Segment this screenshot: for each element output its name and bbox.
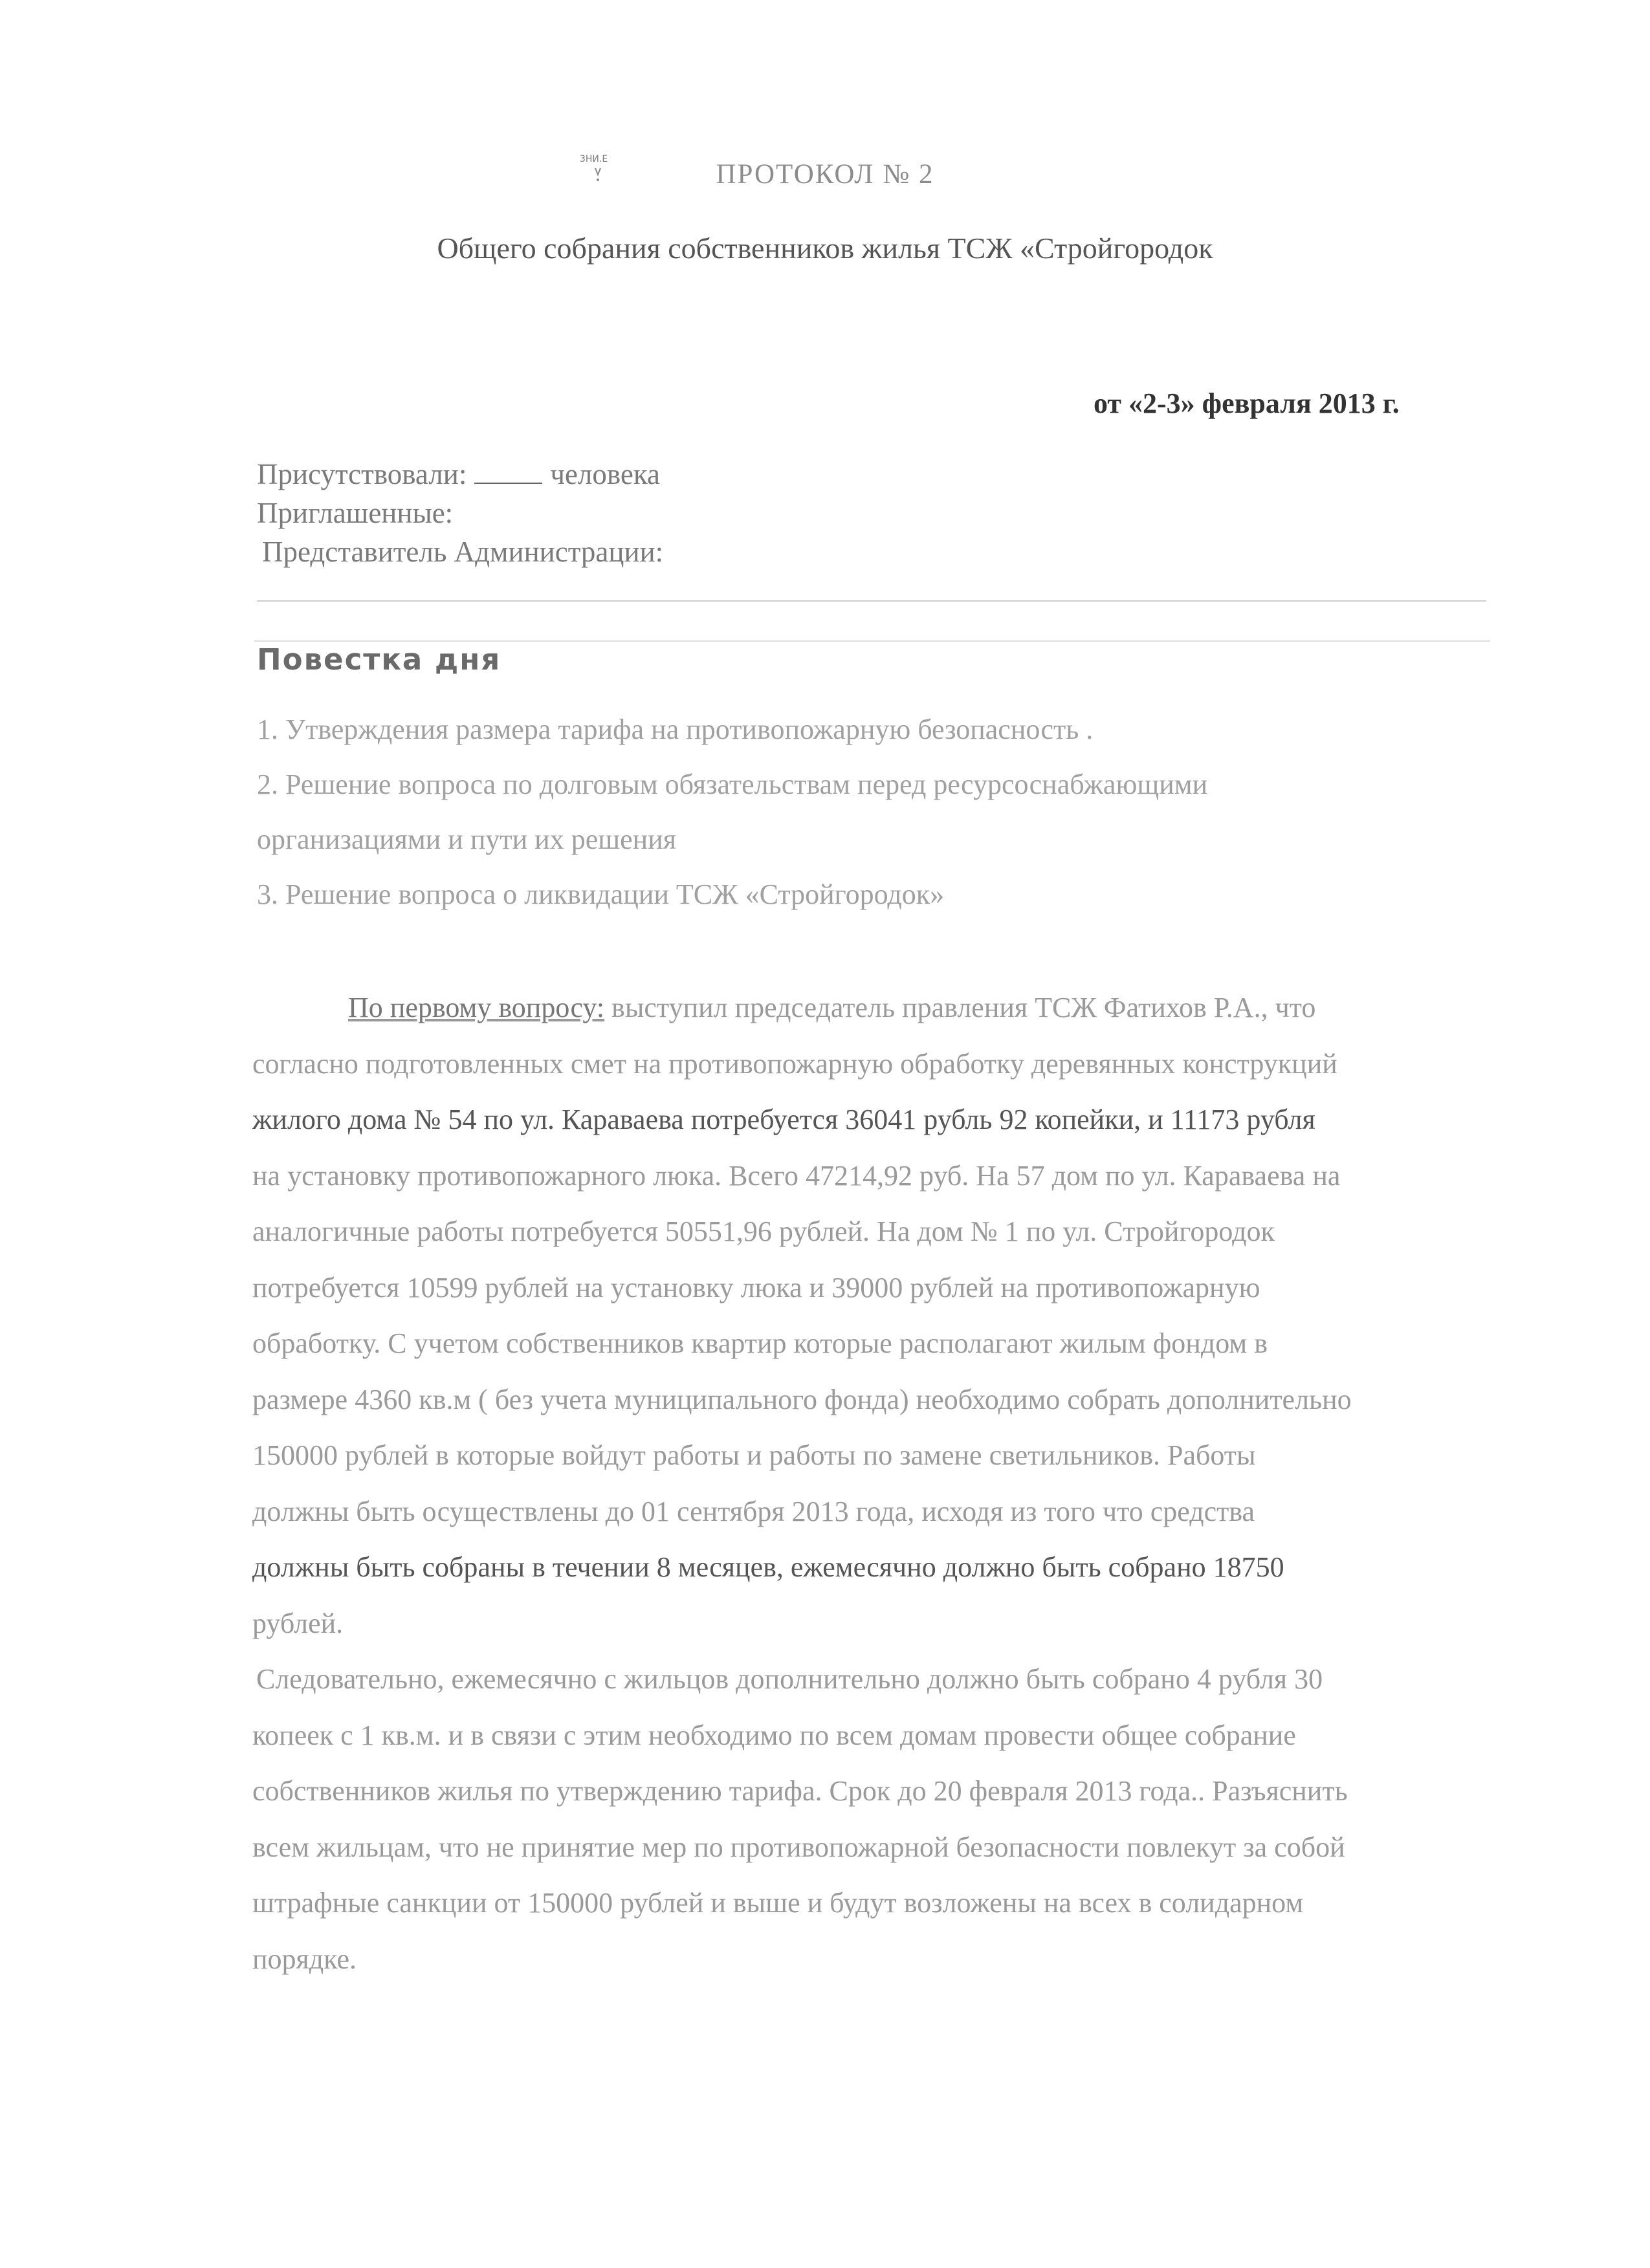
document-title: ПРОТОКОЛ № 2 [716,159,934,190]
body-line: потребуется 10599 рублей на установку люка и 39000 рублей на противопожарную [252,1271,1260,1303]
attendance-block [257,455,663,571]
body-line-text: выступил председатель правления ТСЖ Фатихов Р.А., что [604,992,1316,1023]
invited-label: Приглашенные: [257,497,454,529]
divider [257,600,1486,602]
agenda-item: организациями и пути их решения [257,823,676,855]
present-line [257,455,663,494]
agenda-item: 3. Решение вопроса о ликвидации ТСЖ «Стройгородок» [257,878,945,910]
body-line: согласно подготовленных смет на противопожарную обработку деревянных конструкций [252,1047,1337,1080]
svg-text:3НИ.Е: 3НИ.Е [580,154,608,164]
divider [254,640,1490,642]
body-line: аналогичные работы потребуется 50551,96 рублей. На дом № 1 по ул. Стройгородок [252,1216,1275,1247]
conclusion-line: Следовательно, ежемесячно с жильцов дополнительно должно быть собрано 4 рубля 30 [256,1663,1323,1695]
document-date: от «2-3» февраля 2013 г. [1094,387,1400,419]
conclusion-line: порядке. [252,1943,357,1975]
conclusion-line: собственников жилья по утверждению тарифа. Срок до 20 февраля 2013 года.. Разъяснить [252,1775,1348,1807]
body-line: размере 4360 кв.м ( без учета муниципального фонда) необходимо собрать дополнительно [252,1383,1352,1415]
conclusion-line: всем жильцам, что не принятие мер по противопожарной безопасности повлекут за собой [252,1831,1345,1863]
body-line: на установку противопожарного люка. Всего 47214,92 руб. На 57 дом по ул. Караваева на [252,1159,1341,1192]
first-question-label: По первому вопросу: [348,992,605,1023]
agenda-heading: Повестка дня [257,642,501,677]
body-line: жилого дома № 54 по ул. Караваева потребуется 36041 рубль 92 копейки, и 11173 рубля [252,1104,1315,1135]
agenda-item: 2. Решение вопроса по долговым обязательствам перед ресурсоснабжающими [257,769,1208,800]
first-question-body [252,980,1508,1987]
conclusion-line: копеек с 1 кв.м. и в связи с этим необходимо по всем домам провести общее собрание [252,1719,1296,1751]
agenda-list [257,702,1207,922]
admin-rep-label: Представитель Администрации: [262,536,664,568]
conclusion-line: штрафные санкции от 150000 рублей и выше и будут возложены на всех в солидарном [252,1887,1304,1919]
agenda-item: 1. Утверждения размера тарифа на противопожарную безопасность . [257,714,1094,745]
body-line: должны быть осуществлены до 01 сентября 2013 года, исходя из того что средства [252,1495,1255,1527]
body-line: рублей. [252,1607,344,1639]
body-line: должны быть собраны в течении 8 месяцев, ежемесячно должно быть собрано 18750 [252,1551,1284,1583]
body-line [252,980,1508,1036]
body-line: обработку. С учетом собственников квартир которые располагают жилым фондом в [252,1327,1268,1359]
present-suffix: человека [550,458,661,490]
present-label: Присутствовали: [257,458,467,490]
body-line: 150000 рублей в которые войдут работы и работы по замене светильников. Работы [252,1439,1256,1471]
present-count-blank [474,483,542,484]
document-subtitle: Общего собрания собственников жилья ТСЖ «Стройгородок [437,232,1213,265]
